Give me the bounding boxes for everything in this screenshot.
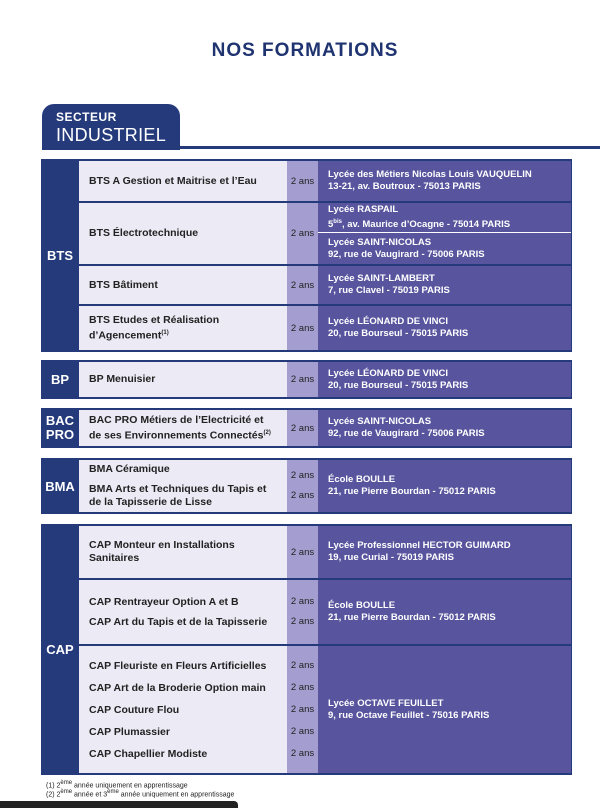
school-cell bbox=[318, 161, 571, 201]
formation-name-cont: de ses Environnements Connectés$^{(2)}$ bbox=[89, 429, 271, 442]
table-row bbox=[79, 410, 287, 446]
school-name: Lycée RASPAIL bbox=[328, 203, 399, 215]
sector-label: SECTEUR bbox=[56, 110, 117, 124]
sector-name: INDUSTRIEL bbox=[56, 125, 167, 145]
school-name: École BOULLE bbox=[328, 474, 396, 485]
school-name: Lycée Professionnel HECTOR GUIMARD bbox=[328, 540, 511, 551]
duration-cell: 2 ans bbox=[287, 526, 318, 578]
duration-value: 2 ans bbox=[290, 725, 315, 737]
duration-cell bbox=[287, 646, 318, 773]
footnote-1: (1) 2ème année uniquement en apprentissage bbox=[46, 780, 188, 790]
table-row bbox=[79, 306, 287, 350]
duration-cell bbox=[287, 580, 318, 644]
formation-name-cont: d’Agencement$^{(1)}$ bbox=[89, 329, 169, 342]
page-title: NOS FORMATIONS bbox=[211, 40, 399, 61]
school-address: 92, rue de Vaugirard - 75006 PARIS bbox=[328, 428, 485, 439]
bts-category: BTS bbox=[41, 159, 79, 352]
formation-name: CAP Plumassier bbox=[89, 725, 170, 738]
school-cell bbox=[318, 460, 571, 512]
category-label: PRO bbox=[45, 427, 75, 442]
duration-cell: 2 ans bbox=[287, 410, 318, 446]
table-row bbox=[79, 646, 287, 773]
duration-value: 2 ans bbox=[290, 681, 315, 693]
duration-value: 2 ans bbox=[290, 596, 315, 607]
school-name: Lycée LÉONARD DE VINCI bbox=[328, 367, 449, 379]
school-address: 20, rue Bourseul - 75015 PARIS bbox=[328, 379, 469, 391]
formation-name: BMA Arts et Techniques du Tapis et bbox=[89, 483, 267, 495]
school-address: 21, rue Pierre Bourdan - 75012 PARIS bbox=[328, 612, 496, 623]
school-address: 9, rue Octave Feuillet - 75016 PARIS bbox=[328, 709, 490, 721]
school-cell bbox=[318, 266, 571, 304]
duration-value: 2 ans bbox=[290, 616, 315, 627]
table-row bbox=[79, 526, 287, 578]
formation-name: BTS Etudes et Réalisation bbox=[89, 313, 220, 326]
school-cell bbox=[318, 526, 571, 578]
formation-name-cont: de la Tapisserie de Lisse bbox=[89, 496, 212, 508]
school-address: 13-21, av. Boutroux - 75013 PARIS bbox=[328, 181, 481, 192]
duration-value: 2 ans bbox=[290, 490, 315, 501]
sector-divider bbox=[42, 146, 600, 149]
table-row bbox=[79, 161, 287, 201]
duration-cell: 2 ans bbox=[287, 203, 318, 264]
formation-name: CAP Art de la Broderie Option main bbox=[89, 681, 266, 694]
school-address: 92, rue de Vaugirard - 75006 PARIS bbox=[328, 248, 485, 260]
formation-name: BTS Électrotechnique bbox=[89, 227, 199, 239]
formation-name: CAP Fleuriste en Fleurs Artificielles bbox=[89, 659, 267, 672]
duration-cell: 2 ans bbox=[287, 306, 318, 350]
duration-cell: 2 ans bbox=[287, 161, 318, 201]
table-row bbox=[79, 266, 287, 304]
duration-value: 2 ans bbox=[290, 703, 315, 715]
formation-name: CAP Couture Flou bbox=[89, 703, 180, 716]
formation-name: CAP Chapellier Modiste bbox=[89, 747, 208, 760]
formation-name: BTS A Gestion et Maitrise et l’Eau bbox=[89, 174, 257, 187]
duration-value: 2 ans bbox=[290, 659, 315, 671]
school-name: École BOULLE bbox=[328, 600, 396, 611]
bma-category: BMA bbox=[41, 458, 79, 514]
duration-value: 2 ans bbox=[290, 470, 315, 481]
table-row bbox=[79, 362, 287, 397]
duration-cell: 2 ans bbox=[287, 266, 318, 304]
duration-cell: 2 ans bbox=[287, 362, 318, 397]
formation-name-cont: Sanitaires bbox=[89, 552, 140, 564]
school-address: 20, rue Bourseul - 75015 PARIS bbox=[328, 328, 469, 339]
formation-name: CAP Art du Tapis et de la Tapisserie bbox=[89, 616, 268, 628]
school-cell bbox=[318, 203, 571, 232]
cap-category: CAP bbox=[41, 524, 79, 775]
formation-name: BTS Bâtiment bbox=[89, 278, 158, 291]
duration-value: 2 ans bbox=[290, 747, 315, 759]
school-name: Lycée SAINT-NICOLAS bbox=[328, 236, 432, 248]
bp-category: BP bbox=[41, 360, 79, 399]
footnote-2: (2) 2ème année et 3ème année uniquement en apprentissage bbox=[46, 789, 235, 799]
school-address: 19, rue Curial - 75019 PARIS bbox=[328, 552, 455, 563]
school-address: $5^{bis}$, av. Maurice d’Ocagne - 75014 PARIS bbox=[328, 218, 511, 231]
duration-cell bbox=[287, 460, 318, 512]
table-row bbox=[79, 580, 287, 644]
formation-name: BP Menuisier bbox=[89, 373, 156, 385]
table-row bbox=[79, 460, 287, 512]
page-bottom-bar bbox=[0, 801, 238, 808]
school-cell bbox=[318, 410, 571, 446]
school-cell bbox=[318, 362, 571, 397]
table-row bbox=[79, 203, 287, 264]
school-name: Lycée des Métiers Nicolas Louis VAUQUELIN bbox=[328, 169, 532, 180]
school-name: Lycée LÉONARD DE VINCI bbox=[328, 316, 449, 327]
school-name: Lycée OCTAVE FEUILLET bbox=[328, 697, 444, 709]
formation-name: BAC PRO Métiers de l’Electricité et bbox=[89, 413, 264, 426]
bacpro-category bbox=[41, 408, 79, 448]
school-name: Lycée SAINT-NICOLAS bbox=[328, 416, 432, 427]
formation-name: CAP Rentrayeur Option A et B bbox=[89, 596, 239, 608]
school-cell bbox=[318, 646, 571, 773]
school-cell bbox=[318, 233, 571, 264]
formation-name: CAP Monteur en Installations bbox=[89, 539, 235, 551]
sector-tab bbox=[42, 104, 180, 150]
formation-name: BMA Céramique bbox=[89, 463, 170, 475]
school-address: 21, rue Pierre Bourdan - 75012 PARIS bbox=[328, 486, 496, 497]
school-name: Lycée SAINT-LAMBERT bbox=[328, 273, 435, 284]
school-cell bbox=[318, 580, 571, 644]
school-cell bbox=[318, 306, 571, 350]
category-label: BAC bbox=[45, 413, 75, 428]
school-address: 7, rue Clavel - 75019 PARIS bbox=[328, 285, 450, 296]
